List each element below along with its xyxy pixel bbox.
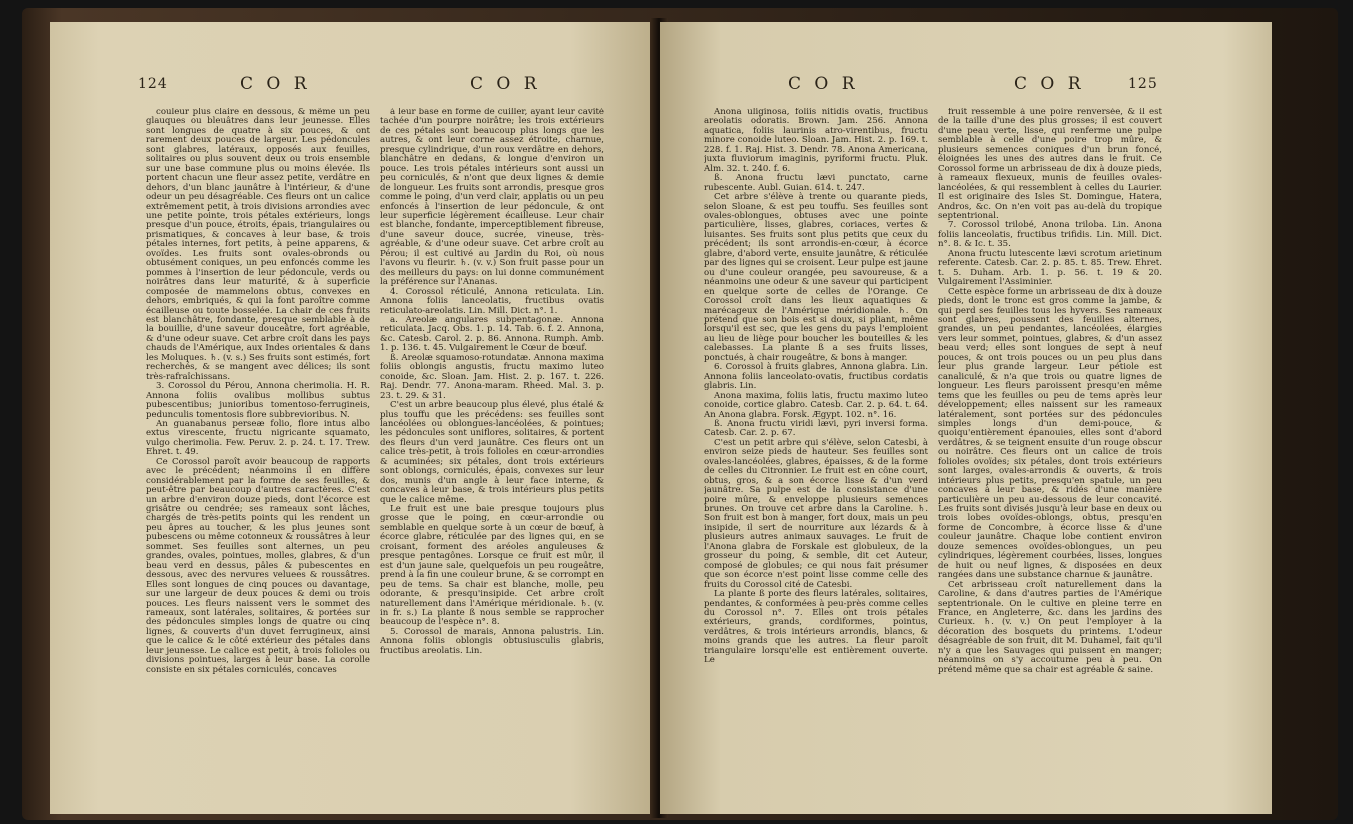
- paragraph: Cette espèce forme un arbrisseau de dix à douze pieds, dont le tronc est gros comme la jambe, & qui perd ses feuilles tous les hyvers. Ses rameaux sont glabres, poussent des feuilles alternes, grandes, un peu pendantes, lancéolées, élargies vers leur sommet, pointues, glabres, & d'un assez beau verd; elles sont longues de sept à neuf pouces, & ont trois pouces ou un peu plus dans leur plus grande largeur. Leur pétiole est canaliculé, & n'a que trois ou quatre lignes de longueur. Les fleurs paroissent presqu'en même tems que les feuilles ou peu de tems après leur développement; elles naissent sur les rameaux latéralement, sont portées sur des pédoncules simples longs d'un demi-pouce, & quoiqu'entièrement épanouies, elles sont d'abord verdâtres, & se teignent ensuite d'un rouge obscur ou noirâtre. Ces fleurs ont un calice de trois folioles ovoïdes; six pétales, dont trois extérieurs sont larges, ovales-arrondis & ouverts, & trois intérieurs plus petits, presqu'en spatule, un peu concaves à leur base, & ridés d'une manière particulière un peu au-dessous de leur concavité. Les fruits sont divisés jusqu'à leur base en deux ou trois lobes ovoïdes-oblongs, obtus, presqu'en forme de Concombre, à écorce lisse & d'une couleur jaunâtre. Chaque lobe contient environ douze semences ovoïdes-oblongues, un peu cylindriques, légèrement courbées, lisses, longues de huit ou neuf lignes, & disposées en deux rangées dans une substance charnue & jaunâtre.: [938, 286, 1162, 581]
- paragraph: ß. Areolæ squamoso-rotundatæ. Annona maxima foliis oblongis angustis, fructu maximo luteo conoide, &c. Sloan. Jam. Hist. 2. p. 167. t. 226. Raj. Dendr. 77. Anona-maram. Rheed. Mal. 3. p. 23. t. 29. & 31.: [380, 352, 604, 401]
- left-column-2: [380, 108, 604, 806]
- paragraph: fruit ressemble à une poire renversée, & il est de la taille d'une des plus grosses; il est couvert d'une peau verte, lisse, qui renferme une pulpe semblable à celle d'une poire trop mûre, & plusieurs semences coniques d'un brun foncé, éloignées les unes des autres dans le fruit. Ce Corossol forme un arbrisseau de dix à douze pieds, à rameaux flexueux, munis de feuilles ovales-lancéolées, & qui ressemblent à celles du Laurier. Il est originaire des Isles St. Domingue, Hatera, Andros, &c. On n'en voit pas au-delà du tropique septentrional.: [938, 108, 1162, 221]
- right-columns: [660, 108, 1272, 806]
- paragraph: C'est un arbre beaucoup plus élevé, plus étalé & plus touffu que les précédens: ses feuilles sont lancéolées ou oblongues-lancéolées, & pointues; les pédoncules sont uniflores, solitaires, & portent des fleurs d'un verd jaunâtre. Ces fleurs ont un calice très-petit, à trois folioles en cœur-arrondies & acuminées; six pétales, dont trois extérieurs sont oblongs, corniculés, épais, convexes sur leur dos, munis d'un angle à leur face interne, & concaves à leur base, & trois intérieurs plus petits que le calice même.: [380, 400, 604, 505]
- paragraph: 7. Corossol trilobé, Anona triloba. Lin. Anona foliis lanceolatis, fructibus trifidis. Lin. Mill. Dict. n°. 8. & Ic. t. 35.: [938, 220, 1162, 250]
- left-page-number: 124: [138, 76, 168, 92]
- paragraph: C'est un petit arbre qui s'élève, selon Catesbi, à environ seize pieds de hauteur. Ses feuilles sont ovales-lancéolées, glabres, épaisses, & de la forme de celles du Citronnier. Le fruit est en cône court, obtus, gros, & a son écorce lisse & d'un verd jaunâtre. Sa pulpe est de la consistance d'une poire mûre, & enveloppe plusieurs semences brunes. On trouve cet arbre dans la Caroline. ♄. Son fruit est bon à manger, fort doux, mais un peu insipide, il sert de nourriture aux lézards & à plusieurs autres animaux sauvages. Le fruit de l'Anona glabra de Forskale est globuleux, de la grosseur du poing, & semble, dit cet Auteur, composé de globules; ce qui nous fait présumer que son écorce n'est point lisse comme celle des fruits du Corossol cité de Catesbi.: [704, 437, 928, 590]
- right-running-head: [660, 74, 1272, 100]
- left-column-1: [146, 108, 370, 806]
- paragraph: An guanabanus perseæ folio, flore intus albo extus virescente, fructu nigricante squamato, vulgo cherimolia. Few. Peruv. 2. p. 24. t. 17. Trew. Ehret. t. 49.: [146, 418, 370, 458]
- right-column-1: [704, 108, 928, 806]
- paragraph: Ce Corossol paroît avoir beaucoup de rapports avec le précédent; néanmoins il en diffère considérablement par la forme de ses feuilles, & peut-être par beaucoup d'autres caractères. C'est un arbre d'environ douze pieds, dont l'écorce est grisâtre ou cendrée; ses rameaux sont lâches, chargés de très-petits points qui les rendent un peu âpres au toucher, & les plus jeunes sont pubescens ou même cotonneux & roussâtres à leur sommet. Ses feuilles sont alternes, un peu grandes, ovales, pointues, molles, glabres, & d'un beau verd en dessus, pâles & pubescentes en dessous, avec des nervures veluees & roussâtres. Elles sont longues de cinq pouces ou davantage, sur une largeur de deux pouces & demi ou trois pouces. Les fleurs naissent vers le sommet des rameaux, sont latérales, solitaires, & portées sur des pédoncules simples longs de quatre ou cinq lignes, & couverts d'un duvet ferrugineux, ainsi que le calice & le côté extérieur des pétales dans leur jeunesse. Le calice est petit, à trois folioles ou divisions pointues, larges à leur base. La corolle consiste en six pétales corniculés, concaves: [146, 456, 370, 675]
- right-page: [660, 22, 1272, 814]
- paragraph: Anona fructu lutescente lævi scrotum arietinum referente. Catesb. Car. 2. p. 85. t. 85. Trew. Ehret. t. 5. Duham. Arb. 1. p. 56. t. 19 & 20. Vulgairement l'Assiminier.: [938, 248, 1162, 288]
- right-head-word-2: C O R: [1014, 74, 1085, 94]
- paragraph: 5. Corossol de marais, Annona palustris. Lin. Annona foliis oblongis obtusiusculis glabris, fructibus areolatis. Lin.: [380, 626, 604, 656]
- left-head-word-2: C O R: [470, 74, 541, 94]
- paragraph: couleur plus claire en dessous, & même un peu glauques ou bleuâtres dans leur jeunesse. Elles sont longues de quatre à six pouces, & ont rarement deux pouces de largeur. Les pédoncules sont glabres, latéraux, opposés aux feuilles, solitaires ou plus souvent deux ou trois ensemble sur une base commune plus ou moins élevée. Ils portent chacun une fleur assez petite, verdâtre en dehors, d'un blanc jaunâtre à l'intérieur, & d'une odeur un peu désagréable. Ces fleurs ont un calice extrêmement petit, à trois divisions arrondies avec une petite pointe, trois pétales extérieurs, longs presque d'un pouce, étroits, épais, triangulaires ou prismatiques, & concaves à leur base, & trois pétales internes, fort petits, à peine apparens, & ovoïdes. Les fruits sont ovales-obronds ou obtusément coniques, un peu enfoncés comme les pommes à l'insertion de leur pédoncule, verds ou noirâtres dans leur maturité, & à superficie composée de mammelons obtus, convexes en dehors, embriqués, & qui la font paroître comme écailleuse ou toute bosselée. La chair de ces fruits est blanchâtre, fondante, presque semblable à de la bouillie, d'une saveur douceâtre, fort agréable, & d'une odeur suave. Cet arbre croît dans les pays chauds de l'Amérique, aux Indes orientales & dans les Moluques. ♄. (v. s.) Ses fruits sont estimés, fort recherchés, & se mangent avec délices; ils sont très-rafraîchissans.: [146, 108, 370, 382]
- paragraph: à leur base en forme de cuiller, ayant leur cavité tachée d'un pourpre noirâtre; les trois extérieurs de ces pétales sont beaucoup plus longs que les autres, & ont leur corne assez étroite, charnue, presque cylindrique, d'un roux verdâtre en dehors, blanchâtre en dedans, & longue d'environ un pouce. Les trois pétales intérieurs sont aussi un peu corniculés, & n'ont que deux lignes & demie de longueur. Les fruits sont arrondis, presque gros comme le poing, d'un verd clair, applatis ou un peu enfoncés à l'insertion de leur pédoncule, & ont leur superficie légèrement écailleuse. Leur chair est blanche, fondante, imperceptiblement fibreuse, d'une saveur douce, sucrée, vineuse, très-agréable, & d'une odeur suave. Cet arbre croît au Pérou; il est cultivé au Jardin du Roi, où nous l'avons vu fleurir. ♄. (v. v.) Son fruit passe pour un des meilleurs du pays: on lui donne communément la préférence sur l'Ananas.: [380, 108, 604, 288]
- left-running-head: [50, 74, 662, 100]
- right-page-number: 125: [1128, 76, 1158, 92]
- paragraph: 3. Corossol du Pérou, Annona cherimolia. H. R. Annona foliis ovalibus mollibus subtus pubescentibus; junioribus tomentoso-ferrugineis, pedunculis tomentosis flore subbrevioribus. N.: [146, 381, 370, 420]
- paragraph: 6. Corossol à fruits glabres, Annona glabra. Lin. Annona foliis lanceolato-ovatis, fructibus cordatis glabris. Lin.: [704, 362, 928, 392]
- left-head-word-1: C O R: [240, 74, 311, 94]
- paragraph: Anona maxima, foliis latis, fructu maximo luteo conoide, cortice glabro. Catesb. Car. 2. p. 64. t. 64. An Anona glabra. Forsk. Ægypt. 102. n°. 16.: [704, 390, 928, 420]
- paragraph: Le fruit est une baie presque toujours plus grosse que le poing, en cœur-arrondie ou semblable en quelque sorte à un cœur de bœuf, à écorce glabre, réticulée par des lignes qui, en se croisant, forment des aréoles anguleuses & presque pentagônes. Lorsque ce fruit est mûr, il est d'un jaune sale, quelquefois un peu rougeâtre, prend à la fin une couleur brune, & se corrompt en peu de tems. Sa chair est blanche, molle, peu odorante, & presqu'insipide. Cet arbre croît naturellement dans l'Amérique méridionale. ♄. (v. in fr. s.) La plante ß nous semble se rapprocher beaucoup de l'espèce n°. 8.: [380, 504, 604, 628]
- paragraph: Cet arbrisseau croît naturellement dans la Caroline, & dans d'autres parties de l'Amérique septentrionale. On le cultive en pleine terre en France, en Angleterre, &c. dans les jardins des Curieux. ♄. (v. v.) On peut l'employer à la décoration des bosquets du printems. L'odeur désagréable de son fruit, dit M. Duhamel, fait qu'il n'y a que les Sauvages qui puissent en manger; néanmoins on s'y accoutume peu à peu. On prétend même que sa chair est agréable & saine.: [938, 579, 1162, 675]
- paragraph: ß. Anona fructu viridi lævi, pyri inversi forma. Catesb. Car. 2. p. 67.: [704, 418, 928, 439]
- paragraph: ß. Anona fructu lævi punctato, carne rubescente. Aubl. Guian. 614. t. 247.: [704, 173, 928, 193]
- paragraph: 4. Corossol réticulé, Annona reticulata. Lin. Annona foliis lanceolatis, fructibus ovatis reticulato-areolatis. Lin. Mill. Dict. n°. 1.: [380, 286, 604, 316]
- left-page: [50, 22, 662, 814]
- left-columns: [50, 108, 662, 806]
- paragraph: Anona uliginosa, foliis nitidis ovatis, fructibus areolatis odoratis. Brown. Jam. 256. Annona aquatica, foliis laurinis atro-virentibus, fructu minore conoide luteo. Sloan. Jam. Hist. 2. p. 169. t. 228. f. 1. Raj. Hist. 3. Dendr. 78. Anona Americana, juxta fluviorum imaginis, pyriformi fructu. Pluk. Alm. 32. t. 240. f. 6.: [704, 108, 928, 174]
- paragraph: Cet arbre s'élève à trente ou quarante pieds, selon Sloane, & est peu touffu. Ses feuilles sont ovales-oblongues, obtuses avec une pointe particulière, lisses, glabres, coriaces, vertes & luisantes. Ses fruits sont plus petits que ceux du précédent; ils sont arrondis-en-cœur, à écorce glabre, d'abord verte, ensuite jaunâtre, & réticulée par des lignes qui se croisent. Leur pulpe est jaune ou d'une couleur orangée, peu savoureuse, & a néanmoins une odeur & une saveur qui participent en quelque sorte de celles de l'Orange. Ce Corossol croît dans les lieux aquatiques & marécageux de l'Amérique méridionale. ♄. On prétend que son bois est si doux, si pliant, même lorsqu'il est sec, que les gens du pays l'emploient au lieu de liège pour boucher les bouteilles & les calebasses. La plante ß a ses fruits lisses, ponctués, à chair rougeâtre, & bons à manger.: [704, 192, 928, 363]
- paragraph: La plante ß porte des fleurs latérales, solitaires, pendantes, & conformées à peu-près comme celles du Corossol n°. 7. Elles ont trois pétales extérieurs, grands, cordiformes, pointus, verdâtres, & trois intérieurs arrondis, blancs, & moins grands que les autres. La fleur paroît triangulaire lorsqu'elle est entièrement ouverte. Le: [704, 589, 928, 666]
- right-head-word-1: C O R: [788, 74, 859, 94]
- right-column-2: [938, 108, 1162, 806]
- paragraph: a. Areolæ angulares subpentagonæ. Annona reticulata. Jacq. Obs. 1. p. 14. Tab. 6. f. 2. Annona, &c. Catesb. Carol. 2. p. 86. Annona. Rumph. Amb. 1. p. 136. t. 45. Vulgairement le Cœur de bœuf.: [380, 314, 604, 354]
